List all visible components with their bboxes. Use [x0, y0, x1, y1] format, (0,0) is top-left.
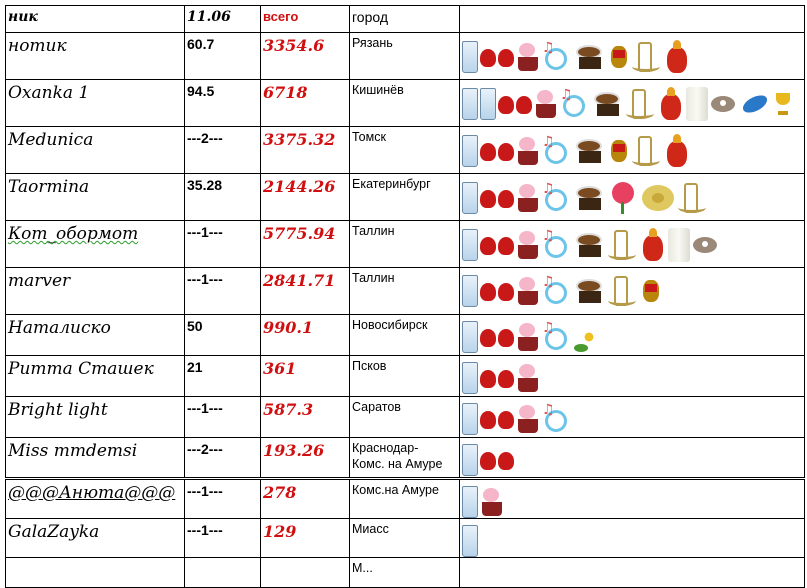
glass-icon [462, 321, 478, 353]
total-score: 2144.26 [263, 177, 336, 196]
gift-icons [462, 174, 802, 216]
cupcake-icon [516, 135, 540, 167]
daisy-icon [574, 322, 604, 352]
city: Псков [352, 359, 387, 373]
bag-icon [640, 227, 666, 263]
city: Миасс [352, 522, 389, 536]
total-score: 3354.6 [263, 36, 325, 55]
player-name-cell [6, 80, 185, 127]
city-cell [350, 315, 460, 356]
chair-icon [632, 40, 662, 74]
city: Комс.на Амуре [352, 483, 439, 497]
player-name: Bright light [8, 400, 108, 420]
table-row [6, 127, 805, 174]
player-name: Наталиско [8, 318, 111, 338]
music-icon [542, 322, 572, 352]
total-score: 587.3 [263, 400, 314, 419]
player-name-cell [6, 397, 185, 438]
shoes-icon [498, 90, 532, 118]
total-score: 990.1 [263, 318, 314, 337]
total-score: 129 [263, 522, 297, 541]
gift-icons [462, 558, 802, 564]
day-score: ---1--- [187, 483, 223, 499]
gift-icons [462, 127, 802, 169]
total-score: 6718 [263, 83, 308, 102]
player-name: Ритта Сташек [8, 359, 154, 379]
header-nick: ник [6, 6, 185, 33]
gift-icons [462, 519, 802, 557]
total-score-cell [261, 356, 350, 397]
player-name-cell [6, 174, 185, 221]
shoes-icon [480, 405, 514, 433]
shoes-icon [480, 184, 514, 212]
cupcake-icon [516, 403, 540, 435]
coffee-icon [574, 136, 606, 166]
dolphin-icon [740, 89, 770, 119]
total-score-cell [261, 558, 350, 588]
day-score-cell [185, 221, 261, 268]
total-score-cell [261, 174, 350, 221]
total-score: 278 [263, 483, 297, 502]
city: Саратов [352, 400, 401, 414]
cupcake-icon [516, 182, 540, 214]
gift-icons [462, 315, 802, 353]
shell-icon [692, 233, 720, 257]
shoes-icon [480, 277, 514, 305]
city: Краснодар- Комс. на Амуре [352, 441, 443, 471]
shoes-icon [480, 231, 514, 259]
day-score: ---2--- [187, 130, 223, 146]
day-score-cell [185, 80, 261, 127]
total-score-cell [261, 519, 350, 558]
day-score: ---1--- [187, 271, 223, 287]
cupcake-icon [516, 362, 540, 394]
city-cell [350, 397, 460, 438]
towel-icon [686, 87, 708, 121]
day-score: 60.7 [187, 36, 215, 52]
day-score-cell [185, 397, 261, 438]
total-score-cell [261, 221, 350, 268]
day-score-cell [185, 315, 261, 356]
header-row [6, 6, 805, 33]
table-row [6, 80, 805, 127]
city-cell [350, 80, 460, 127]
gift-icons [462, 356, 802, 394]
rose-icon [608, 180, 638, 216]
coffee-icon [592, 89, 624, 119]
shell-icon [710, 92, 738, 116]
total-score-cell [261, 480, 350, 519]
shoes-icon [480, 43, 514, 71]
ranking-table [5, 5, 805, 478]
glass-icon [462, 444, 478, 476]
day-score [187, 558, 258, 561]
gifts-cell [460, 558, 805, 588]
cupcake-icon [516, 41, 540, 73]
music-icon [542, 230, 572, 260]
table-row [6, 356, 805, 397]
table-row [6, 438, 805, 478]
player-name: Taormina [8, 177, 90, 197]
city-cell [350, 268, 460, 315]
chair-icon [608, 228, 638, 262]
gift-icons [462, 221, 802, 263]
gifts-cell [460, 315, 805, 356]
city-cell [350, 127, 460, 174]
total-score [263, 558, 347, 561]
glass-icon [462, 41, 478, 73]
glass-icon [462, 525, 478, 557]
gifts-cell [460, 480, 805, 519]
day-score-cell [185, 438, 261, 478]
cupcake-icon [516, 229, 540, 261]
player-name: Кот_обормот [8, 224, 139, 244]
day-score: ---1--- [187, 224, 223, 240]
player-name-cell [6, 356, 185, 397]
coffee-icon [574, 276, 606, 306]
day-score-cell [185, 127, 261, 174]
city-cell [350, 174, 460, 221]
total-score: 193.26 [263, 441, 325, 460]
music-icon [542, 404, 572, 434]
chair-icon [608, 274, 638, 308]
day-score: ---1--- [187, 522, 223, 538]
total-score-cell [261, 438, 350, 478]
total-score: 3375.32 [263, 130, 336, 149]
day-score-cell [185, 268, 261, 315]
gifts-cell [460, 397, 805, 438]
city: М... [352, 561, 373, 575]
cupcake-icon [516, 275, 540, 307]
samovar-icon [608, 40, 630, 74]
player-name-cell [6, 438, 185, 478]
chair-icon [626, 87, 656, 121]
gift-icons [462, 397, 802, 435]
header-gifts [460, 6, 805, 33]
day-score: ---2--- [187, 441, 223, 457]
player-name: marver [8, 271, 71, 291]
table-row [6, 221, 805, 268]
player-name: нотик [8, 36, 67, 56]
city: Екатеринбург [352, 177, 431, 191]
day-score-cell [185, 519, 261, 558]
total-score-cell [261, 397, 350, 438]
city-cell [350, 480, 460, 519]
ranking-table-2 [5, 479, 805, 588]
chair-icon [678, 181, 708, 215]
city: Новосибирск [352, 318, 428, 332]
city: Рязань [352, 36, 393, 50]
player-name: @@@Анюта@@@ [8, 483, 176, 503]
table-row [6, 268, 805, 315]
bag-icon [664, 133, 690, 169]
trophy-icon [772, 90, 794, 118]
city: Таллин [352, 224, 395, 238]
shoes-icon [480, 137, 514, 165]
city: Кишинёв [352, 83, 404, 97]
music-icon [542, 42, 572, 72]
bag-icon [658, 86, 684, 122]
samovar-icon [640, 274, 662, 308]
gift-icons [462, 80, 802, 122]
day-score-cell [185, 33, 261, 80]
player-name-cell [6, 33, 185, 80]
gifts-cell [460, 127, 805, 174]
gifts-cell [460, 221, 805, 268]
gifts-cell [460, 80, 805, 127]
table-row [6, 519, 805, 558]
player-name [8, 558, 182, 561]
gifts-cell [460, 33, 805, 80]
total-score: 2841.71 [263, 271, 336, 290]
bag-icon [664, 39, 690, 75]
table-row [6, 558, 805, 588]
music-icon [542, 183, 572, 213]
cupcake-icon [480, 486, 504, 518]
city-cell [350, 438, 460, 478]
glass-icon [462, 182, 478, 214]
towel-icon [668, 228, 690, 262]
table-row [6, 174, 805, 221]
coffee-icon [574, 230, 606, 260]
table-row [6, 315, 805, 356]
player-name: Oxanka 1 [8, 83, 90, 103]
glass-icon [462, 135, 478, 167]
shoes-icon [480, 323, 514, 351]
cupcake-icon [516, 321, 540, 353]
player-name-cell [6, 519, 185, 558]
chair-icon [632, 134, 662, 168]
player-name-cell [6, 558, 185, 588]
day-score: ---1--- [187, 400, 223, 416]
gift-icons [462, 438, 802, 476]
city-cell [350, 558, 460, 588]
header-day: 11.06 [185, 6, 261, 33]
shoes-icon [480, 446, 514, 474]
cupcake-icon [534, 88, 558, 120]
shoes-icon [480, 364, 514, 392]
day-score-cell [185, 356, 261, 397]
gifts-cell [460, 438, 805, 478]
glass-icon [462, 362, 478, 394]
header-city: город [350, 6, 460, 33]
gift-icons [462, 33, 802, 75]
table-row [6, 33, 805, 80]
city-cell [350, 519, 460, 558]
player-name-cell [6, 268, 185, 315]
day-score-cell [185, 480, 261, 519]
gifts-cell [460, 519, 805, 558]
player-name-cell [6, 480, 185, 519]
total-score-cell [261, 315, 350, 356]
player-name: GalaZayka [8, 522, 100, 542]
day-score: 21 [187, 359, 203, 375]
player-name: Medunica [8, 130, 94, 150]
music-icon [542, 136, 572, 166]
music-icon [560, 89, 590, 119]
gift-icons [462, 480, 802, 518]
player-name: Miss mmdemsi [8, 441, 138, 461]
glass-icon [462, 403, 478, 435]
day-score-cell [185, 558, 261, 588]
total-score: 361 [263, 359, 297, 378]
coffee-icon [574, 183, 606, 213]
total-score-cell [261, 127, 350, 174]
city-cell [350, 221, 460, 268]
samovar-icon [608, 134, 630, 168]
glass-icon [462, 88, 478, 120]
day-score: 35.28 [187, 177, 223, 193]
gift-icons [462, 268, 802, 308]
city-cell [350, 356, 460, 397]
table-row [6, 397, 805, 438]
gifts-cell [460, 174, 805, 221]
total-score: 5775.94 [263, 224, 336, 243]
music-icon [542, 276, 572, 306]
player-name-cell [6, 315, 185, 356]
hat-icon [640, 181, 676, 215]
table-row [6, 480, 805, 519]
glass-icon [462, 275, 478, 307]
header-total: всего [261, 6, 350, 33]
glass-icon [462, 486, 478, 518]
city: Таллин [352, 271, 395, 285]
glass-icon [480, 88, 496, 120]
city-cell [350, 33, 460, 80]
total-score-cell [261, 268, 350, 315]
player-name-cell [6, 127, 185, 174]
day-score-cell [185, 174, 261, 221]
gifts-cell [460, 268, 805, 315]
total-score-cell [261, 33, 350, 80]
total-score-cell [261, 80, 350, 127]
day-score: 50 [187, 318, 203, 334]
day-score: 94.5 [187, 83, 215, 99]
player-name-cell [6, 221, 185, 268]
gifts-cell [460, 356, 805, 397]
city: Томск [352, 130, 386, 144]
coffee-icon [574, 42, 606, 72]
glass-icon [462, 229, 478, 261]
